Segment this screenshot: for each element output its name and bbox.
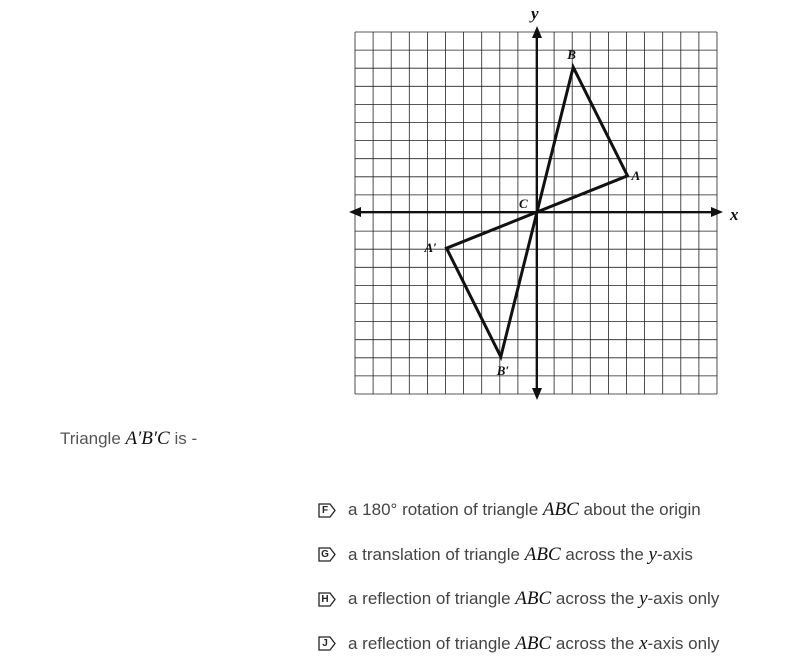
triangle-abc bbox=[537, 67, 628, 212]
choice-axis-var: y bbox=[639, 588, 647, 610]
choice-letter-badge-icon bbox=[318, 636, 336, 651]
choice-text-post: -axis only bbox=[648, 589, 720, 609]
point-label-a-prime: A′ bbox=[424, 240, 438, 255]
choice-g[interactable] bbox=[318, 533, 719, 578]
choice-math: ABC bbox=[515, 633, 551, 655]
choice-text-pre: a reflection of triangle bbox=[348, 634, 511, 654]
question-math: A′B′C bbox=[126, 428, 170, 449]
choice-text-pre: a translation of triangle bbox=[348, 545, 520, 565]
choice-letter: G bbox=[318, 547, 332, 562]
choice-letter-badge-icon bbox=[318, 592, 336, 607]
choice-letter: H bbox=[318, 592, 332, 607]
choice-math: ABC bbox=[525, 544, 561, 566]
point-label-b: B bbox=[566, 47, 576, 62]
choice-h[interactable] bbox=[318, 577, 719, 622]
choice-math: ABC bbox=[515, 588, 551, 610]
choice-math: ABC bbox=[543, 499, 579, 521]
choice-letter-badge-icon bbox=[318, 547, 336, 562]
point-label-b-prime: B′ bbox=[496, 363, 510, 378]
point-label-c: C bbox=[519, 196, 528, 211]
choice-text-mid: across the bbox=[565, 545, 643, 565]
coordinate-plane-figure bbox=[340, 0, 760, 410]
choice-letter: F bbox=[318, 503, 332, 518]
point-label-a: A bbox=[631, 168, 641, 183]
choice-axis-var: y bbox=[649, 544, 657, 566]
choice-text-post: -axis bbox=[657, 545, 693, 565]
choice-text-mid: about the origin bbox=[584, 500, 701, 520]
choice-text-pre: a 180° rotation of triangle bbox=[348, 500, 538, 520]
choice-letter: J bbox=[318, 636, 332, 651]
choice-letter-badge-icon bbox=[318, 503, 336, 518]
question-prefix: Triangle bbox=[60, 429, 121, 448]
y-axis-label: y bbox=[529, 4, 539, 23]
choice-f[interactable] bbox=[318, 488, 719, 533]
choice-text-mid: across the bbox=[556, 634, 634, 654]
choice-j[interactable] bbox=[318, 622, 719, 666]
question-stem bbox=[60, 428, 197, 450]
answer-choices bbox=[318, 488, 719, 666]
triangle-a-prime-b-prime-c bbox=[447, 212, 538, 357]
choice-text-mid: across the bbox=[556, 589, 634, 609]
question-suffix: is - bbox=[174, 429, 197, 448]
coordinate-plane bbox=[340, 0, 760, 410]
choice-text-post: -axis only bbox=[648, 634, 720, 654]
choice-axis-var: x bbox=[639, 633, 647, 655]
x-axis-label: x bbox=[729, 205, 739, 224]
choice-text-pre: a reflection of triangle bbox=[348, 589, 511, 609]
